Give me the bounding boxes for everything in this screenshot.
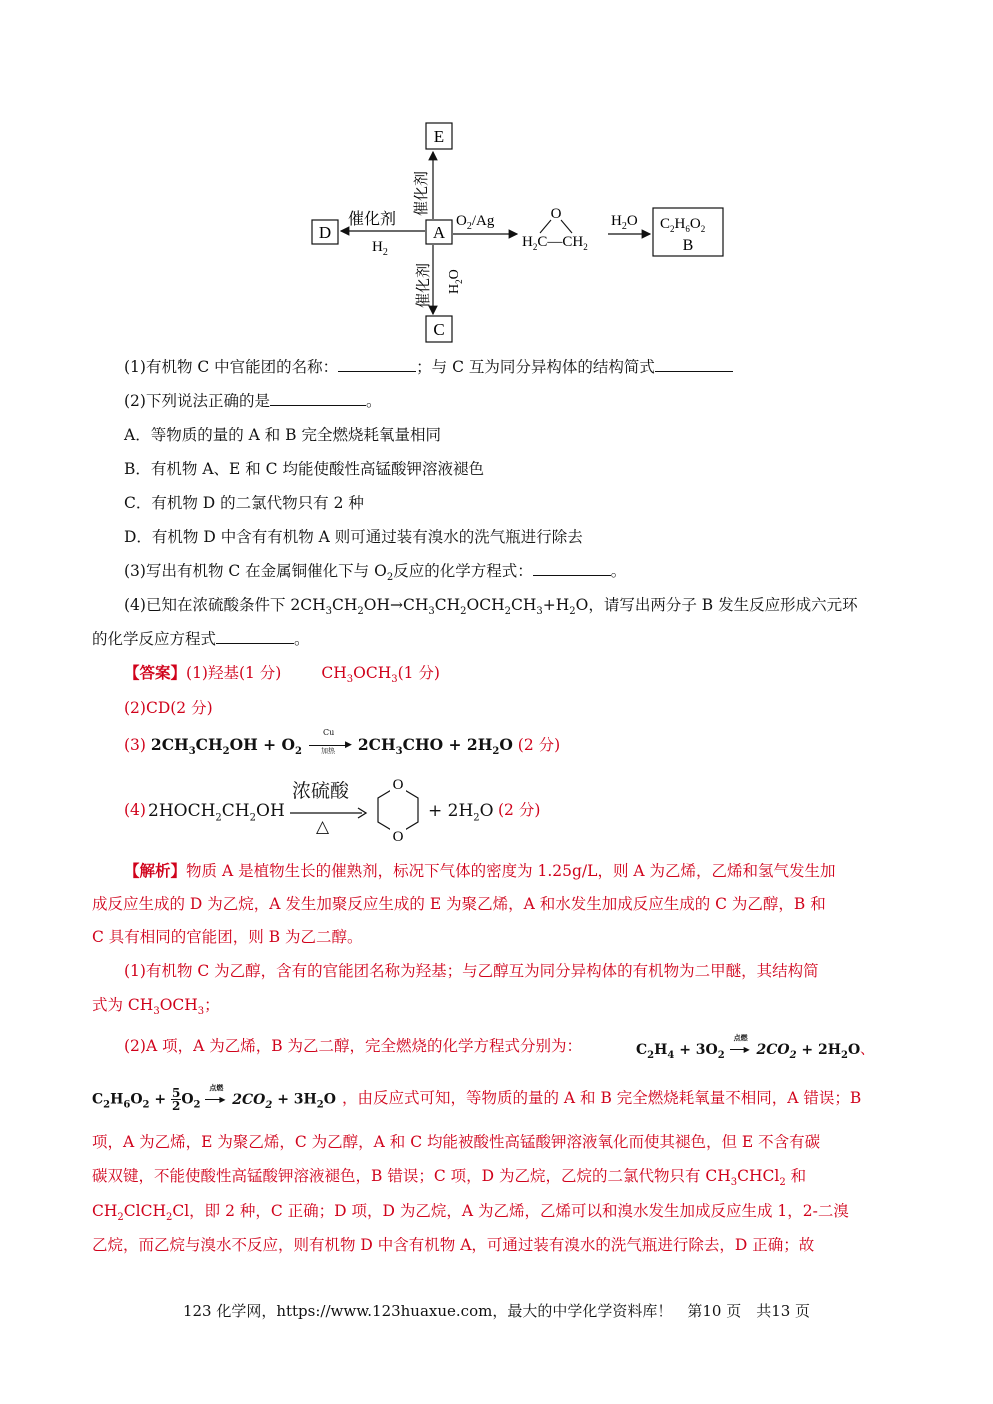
label-e: E <box>433 127 445 146</box>
svg-text:O: O <box>392 829 404 845</box>
analysis-line-11: 乙烷，而乙烷与溴水不反应，则有机物 D 中含有机物 A，可通过装有溴水的洗气瓶进行除去，D 正确；故 <box>92 1236 815 1254</box>
question-2: (2)下列说法正确的是 。 <box>124 392 382 410</box>
question-3: (3)写出有机物 C 在金属铜催化下与 $O_2$反应的化学方程式： 。 <box>124 562 627 584</box>
catalyst-up-label: 催化剂 <box>414 170 430 216</box>
label-c: C <box>433 320 445 339</box>
answer-label: 【答案】 <box>124 663 187 682</box>
answer-blank[interactable] <box>338 357 416 372</box>
analysis-line-5: 式为 $CH_3OCH_3$； <box>92 996 220 1018</box>
epoxide-oxygen: O <box>550 206 562 222</box>
h2o-down-label: $H_2O$ <box>447 269 464 294</box>
catalyst-down-label: 催化剂 <box>416 262 432 308</box>
answer-blank[interactable] <box>270 391 366 406</box>
analysis-label: 【解析】 <box>124 861 187 880</box>
b-formula: $C_2H_6O_2$ <box>660 216 706 234</box>
epoxide-formula: $H_2C—CH_2$ <box>522 234 588 252</box>
option-b: B．有机物 A、E 和 C 均能使酸性高锰酸钾溶液褪色 <box>124 460 484 478</box>
question-4-line-2: 的化学反应方程式 。 <box>92 630 310 648</box>
h2o-right-label: $H_2O$ <box>611 213 638 232</box>
catalyst-left-label: 催化剂 <box>348 211 397 228</box>
label-b: B <box>682 237 694 254</box>
analysis-line-2: 成反应生成的 D 为乙烷，A 发生加聚反应生成的 E 为聚乙烯，A 和水发生加成反应生成的 C 为乙醇，B 和 <box>92 895 826 913</box>
conc-sulfuric-acid: 浓硫酸 <box>292 780 350 802</box>
o2ag-label: $O_2/Ag$ <box>456 213 495 232</box>
option-a: A．等物质的量的 A 和 B 完全燃烧耗氧量相同 <box>124 426 441 444</box>
combustion-equation-2: $C_2H_6O_2$ + $\frac{5}{2}$ $O_2$ 点燃 ▶ $2CO_2 + 3H_2O$ <box>92 1082 336 1113</box>
analysis-line-9: 碳双键，不能使酸性高锰酸钾溶液褪色，B 错误；C 项，D 为乙烷，乙烷的二氯代物只有 $CH_3CHCl_2$ 和 <box>92 1167 807 1189</box>
cu-catalyst: Cu <box>322 728 335 737</box>
question-1: (1)有机物 C 中官能团的名称： ；与 C 互为同分异构体的结构简式 <box>124 356 733 378</box>
analysis-line-10: $CH_2ClCH_2Cl$，即 2 种，C 正确；D 项，D 为乙烷，A 为乙烯，乙烯可以和溴水发生加成反应生成 1，2-二溴 <box>92 1202 849 1224</box>
answer-blank[interactable] <box>216 629 294 644</box>
heat-delta: △ <box>316 817 330 837</box>
combustion-equation-1: $C_2H_4 + 3O_2$ 点燃 ▶ $2CO_2 + 2H_2O$、 <box>636 1033 875 1061</box>
analysis-line-4: (1)有机物 C 为乙醇，含有的官能团名称为羟基；与乙醇互为同分异构体的有机物为二甲醚，其结构简 <box>124 962 819 980</box>
analysis-line-8: 项，A 为乙烯，E 为聚乙烯，C 为乙醇，A 和 C 均能被酸性高锰酸钾溶液氧化而使其褪色，但 E 不含有碳 <box>92 1133 821 1151</box>
answer-3-equation: (3) $2CH_3CH_2OH + O_2$ Cu ▶ 加热 $2CH_3CHO + 2H_2O$ (2 分) <box>124 728 561 758</box>
svg-text:O: O <box>392 777 404 793</box>
dioxane-ring <box>368 772 428 848</box>
reaction-scheme-diagram <box>300 118 740 348</box>
answer-1: 【答案】(1)羟基(1 分) $CH_3OCH_3(1$ 分) <box>124 663 440 686</box>
label-d: D <box>318 223 332 242</box>
analysis-line-1: 【解析】物质 A 是植物生长的催熟剂，标况下气体的密度为 1.25g/L，则 A 为乙烯，乙烯和氢气发生加 <box>124 861 836 880</box>
label-a: A <box>432 223 446 242</box>
answer-blank[interactable] <box>655 357 733 372</box>
option-c: C．有机物 D 的二氯代物只有 2 种 <box>124 494 364 512</box>
analysis-line-7: ，由反应式可知，等物质的量的 A 和 B 完全燃烧耗氧量不相同，A 错误；B <box>342 1089 862 1107</box>
question-4-line-1: (4)已知在浓硫酸条件下 $2CH_3CH_2OH\to CH_3CH_2OCH_2CH_3+H_2O$，请写出两分子 B 发生反应形成六元环 <box>124 596 858 618</box>
analysis-line-6: (2)A 项，A 为乙烯，B 为乙二醇，完全燃烧的化学方程式分别为： <box>124 1037 583 1055</box>
h2-label: $H_2$ <box>372 239 388 258</box>
heat-condition: 加热 <box>320 747 335 755</box>
option-d: D．有机物 D 中含有有机物 A 则可通过装有溴水的洗气瓶进行除去 <box>124 528 583 546</box>
analysis-line-3: C 具有相同的官能团，则 B 为乙二醇。 <box>92 928 363 946</box>
answer-4-equation: (4) $2HOCH_2CH_2OH$ 浓硫酸 △ O O + $2H_2O$ (2 分) <box>124 772 724 852</box>
answer-blank[interactable] <box>533 561 611 576</box>
answer-2: (2)CD(2 分) <box>124 699 213 717</box>
page-footer: 123 化学网，https://www.123huaxue.com，最大的中学化学资料库！ 第10 页 共13 页 <box>182 1302 811 1320</box>
